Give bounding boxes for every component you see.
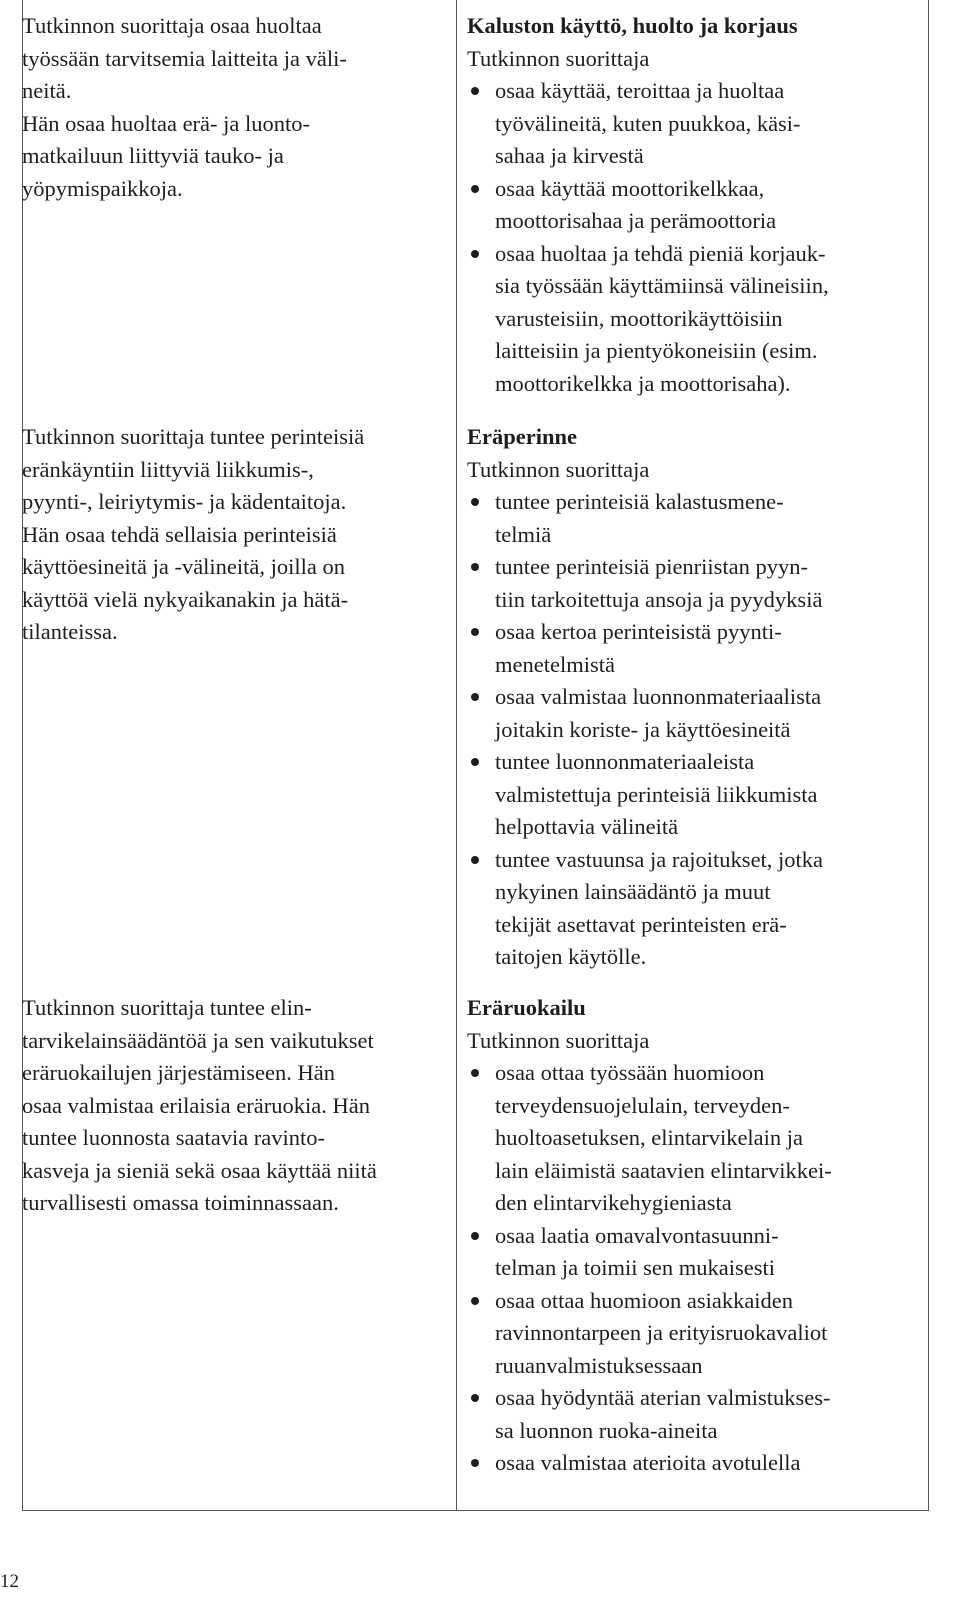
- list-item: [467, 844, 897, 974]
- text-line: moottorikelkka ja moottorisaha).: [495, 370, 791, 396]
- text-line: osaa käyttää moottorikelkkaa,: [495, 175, 765, 201]
- list-item: [467, 1220, 897, 1285]
- text-line: kasveja ja sieniä sekä osaa käyttää niitä: [22, 1157, 377, 1183]
- bullet-list: [467, 486, 897, 974]
- text-line: matkailuun liittyviä tauko- ja: [22, 143, 284, 168]
- list-item: [467, 1057, 897, 1220]
- text-line: osaa laatia omavalvontasuunni-: [495, 1222, 779, 1248]
- text-line: den elintarvikehygieniasta: [495, 1190, 732, 1215]
- text-line: tuntee vastuunsa ja rajoitukset, jotka: [495, 846, 824, 872]
- list-item: [467, 75, 897, 173]
- text-line: osaa käyttää, teroittaa ja huoltaa: [495, 78, 785, 103]
- list-item: [467, 616, 897, 681]
- text-line: neitä.: [22, 78, 72, 103]
- section-heading: Eräperinne: [467, 424, 577, 449]
- section-heading: Eräruokailu: [467, 995, 586, 1020]
- list-item: [467, 486, 897, 551]
- text-line: pyynti-, leiriytymis- ja kädentaitoja.: [22, 489, 347, 514]
- text-line: turvallisesti omassa toiminnassaan.: [22, 1190, 339, 1215]
- text-line: valmistettuja perinteisiä liikkumista: [495, 781, 818, 807]
- section-lead: Tutkinnon suorittaja: [467, 45, 650, 71]
- text-line: yöpymispaikkoja.: [22, 175, 183, 201]
- text-line: tiin tarkoitettuja ansoja ja pyydyksiä: [495, 586, 823, 612]
- text-line: menetelmistä: [495, 651, 615, 677]
- text-line: sia työssään käyttämiinsä välineisiin,: [495, 273, 829, 298]
- text-line: tilanteissa.: [22, 619, 118, 644]
- section-tradition: [467, 421, 897, 974]
- list-item: [467, 238, 897, 401]
- text-line: sa luonnon ruoka-aineita: [495, 1417, 718, 1443]
- text-line: telmiä: [495, 521, 552, 547]
- text-line: ruuanvalmistuksessaan: [495, 1352, 703, 1378]
- page-number: 12: [0, 1571, 19, 1592]
- text-line: tuntee luonnosta saatavia ravinto-: [22, 1125, 326, 1150]
- text-line: Hän osaa huoltaa erä- ja luonto-: [22, 110, 311, 136]
- list-item: [467, 173, 897, 238]
- text-line: nykyinen lainsäädäntö ja muut: [495, 879, 771, 904]
- text-line: huoltoasetuksen, elintarvikelain ja: [495, 1125, 804, 1150]
- section-lead: Tutkinnon suorittaja: [467, 1027, 650, 1053]
- section-heading: Kaluston käyttö, huolto ja korjaus: [467, 13, 798, 38]
- text-line: tuntee perinteisiä kalastusmene-: [495, 489, 784, 514]
- text-line: osaa kertoa perinteisistä pyynti-: [495, 619, 782, 644]
- text-line: helpottavia välineitä: [495, 814, 679, 839]
- text-line: Tutkinnon suorittaja tuntee elin-: [22, 995, 312, 1020]
- text-line: työssään tarvitsemia laitteita ja väli-: [22, 45, 347, 71]
- text-line: lain eläimistä saatavien elintarvikkei-: [495, 1157, 832, 1183]
- text-line: moottorisahaa ja perämoottoria: [495, 208, 777, 233]
- bullet-list: [467, 1057, 897, 1480]
- text-line: Tutkinnon suorittaja tuntee perinteisiä: [22, 424, 365, 449]
- text-line: osaa valmistaa erilaisia eräruokia. Hän: [22, 1092, 370, 1118]
- text-line: osaa huoltaa ja tehdä pieniä korjauk-: [495, 240, 826, 266]
- list-item: [467, 1447, 897, 1480]
- text-line: osaa ottaa huomioon asiakkaiden: [495, 1287, 794, 1313]
- list-item: [467, 551, 897, 616]
- text-line: tuntee perinteisiä pienriistan pyyn-: [495, 554, 809, 579]
- section-equipment: [467, 10, 897, 400]
- text-line: laitteisiin ja pientyökoneisiin (esim.: [495, 338, 818, 363]
- left-block-food: [22, 992, 442, 1220]
- list-item: [467, 1285, 897, 1383]
- list-item: [467, 681, 897, 746]
- text-line: Tutkinnon suorittaja osaa huoltaa: [22, 13, 322, 38]
- left-block-maintenance: [22, 10, 442, 205]
- text-line: terveydensuojelulain, terveyden-: [495, 1092, 790, 1118]
- text-line: tarvikelainsäädäntöä ja sen vaikutukset: [22, 1027, 374, 1053]
- text-line: käyttöesineitä ja -välineitä, joilla on: [22, 554, 346, 579]
- text-line: telman ja toimii sen mukaisesti: [495, 1255, 775, 1280]
- list-item: [467, 746, 897, 844]
- section-food: [467, 992, 897, 1480]
- text-line: taitojen käytölle.: [495, 944, 647, 969]
- paragraph: [22, 421, 442, 649]
- list-item: [467, 1382, 897, 1447]
- text-line: eräruokailujen järjestämiseen. Hän: [22, 1060, 335, 1085]
- bullet-list: [467, 75, 897, 400]
- text-line: sahaa ja kirvestä: [495, 143, 644, 168]
- text-line: tuntee luonnonmateriaaleista: [495, 749, 755, 774]
- text-line: osaa hyödyntää aterian valmistukses-: [495, 1385, 831, 1410]
- text-line: eränkäyntiin liittyviä liikkumis-,: [22, 456, 314, 482]
- text-line: Hän osaa tehdä sellaisia perinteisiä: [22, 521, 337, 547]
- text-line: ravinnontarpeen ja erityisruokavaliot: [495, 1320, 828, 1345]
- section-lead: Tutkinnon suorittaja: [467, 456, 650, 482]
- paragraph: [22, 992, 442, 1220]
- text-line: käyttöä vielä nykyaikanakin ja hätä-: [22, 586, 349, 612]
- column-divider: [456, 0, 457, 1510]
- text-line: osaa valmistaa luonnonmateriaalista: [495, 684, 822, 709]
- text-line: tekijät asettavat perinteisten erä-: [495, 911, 787, 937]
- text-line: varusteisiin, moottorikäyttöisiin: [495, 305, 783, 331]
- text-line: joitakin koriste- ja käyttöesineitä: [495, 716, 791, 742]
- text-line: työvälineitä, kuten puukkoa, käsi-: [495, 110, 801, 136]
- text-line: osaa ottaa työssään huomioon: [495, 1060, 765, 1085]
- left-block-tradition: [22, 421, 442, 649]
- text-line: osaa valmistaa aterioita avotulella: [495, 1450, 801, 1475]
- paragraph: [22, 10, 442, 205]
